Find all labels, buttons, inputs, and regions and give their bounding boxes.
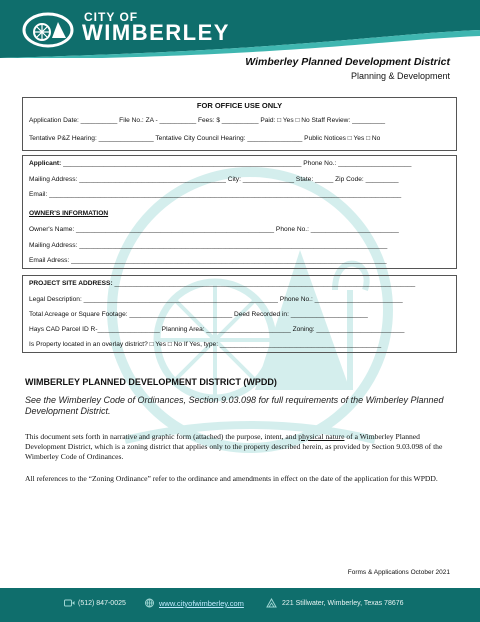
footer-address: 221 Stillwater, Wimberley, Texas 78676 [282, 600, 404, 607]
physical-nature-link[interactable]: physical nature [298, 432, 345, 441]
document-title: Wimberley Planned Development District [245, 56, 450, 68]
phone-icon [64, 598, 75, 608]
site-address-label: PROJECT SITE ADDRESS: [29, 280, 113, 287]
owner-email-line[interactable]: Email Adress: ______________________________________________________________________________________ [29, 257, 387, 264]
zoning-ordinance-paragraph: All references to the “Zoning Ordinance” refer to the ordinance and amendments in effect on the date of the application for this WPDD. [25, 474, 438, 483]
office-line-hearings[interactable]: Tentative P&Z Hearing: _______________ Tentative City Council Hearing: _______________ Public Notices □ Yes □ No [29, 135, 381, 142]
city-logo-icon [22, 8, 74, 48]
footer-phone: (512) 847-0025 [78, 600, 126, 607]
revision-note: Forms & Applications October 2021 [347, 569, 450, 576]
purpose-text-b: of a Wimberley Planned Development District, which is a zoning district that applies only to the property described herein, as provided by Section 9.03.098 of the Wimberley Code of Ordinances. [25, 432, 443, 461]
applicant-mailing-line[interactable]: Mailing Address: ________________________________________ City: ______________ State: _____ Zip Code: _________ [29, 176, 399, 183]
brand-city-of: CITY OF [84, 10, 139, 24]
applicant-label: Applicant: [29, 160, 62, 167]
applicant-fields[interactable]: _________________________________________________________________ Phone No.: ____________________ [61, 160, 412, 167]
globe-icon [144, 598, 155, 608]
code-reference-text: See the Wimberley Code of Ordinances, Section 9.03.098 for full requirements of the Wimberley Planned Development District. [25, 395, 444, 416]
site-address-line[interactable] [29, 280, 415, 287]
location-icon [266, 598, 277, 608]
office-use-box [22, 97, 457, 151]
owner-name-line[interactable]: Owner's Name: ______________________________________________________ Phone No.: ________________________ [29, 226, 399, 233]
project-site-box [22, 275, 457, 353]
site-address-field[interactable]: __________________________________________________________________________________ [112, 280, 416, 287]
purpose-text-a: This document sets forth in narrative and graphic form (attached) the purpose, intent, and [25, 432, 299, 441]
applicant-email-line[interactable]: Email: ________________________________________________________________________________________________ [29, 191, 402, 198]
office-line-application[interactable]: Application Date: __________ File No.: ZA - __________ Fees: $ __________ Paid: □ Yes □ No Staff Review: _________ [29, 117, 386, 124]
hays-cad-line[interactable]: Hays CAD Parcel ID R-_________________ Planning Area: _______________________ Zoning: ________________________ [29, 326, 405, 333]
document-subtitle: Planning & Development [350, 71, 450, 81]
footer-website-link[interactable]: www.cityofwimberley.com [159, 599, 244, 608]
applicant-info-box [22, 155, 457, 269]
applicant-line[interactable] [29, 160, 411, 167]
owner-mailing-line[interactable]: Mailing Address: ____________________________________________________________________________________ [29, 242, 388, 249]
brand-wimberley: WIMBERLEY [82, 20, 230, 45]
overlay-district-line[interactable]: Is Property located in an overlay district? □ Yes □ No If Yes, type: ____________________________________________ [29, 341, 382, 348]
owner-info-heading: OWNER'S INFORMATION [29, 210, 109, 217]
office-use-title: FOR OFFICE USE ONLY [196, 101, 283, 110]
wpdd-heading: WIMBERLEY PLANNED DEVELOPMENT DISTRICT (WPDD) [25, 377, 277, 387]
acreage-line[interactable]: Total Acreage or Square Footage: ____________________________ Deed Recorded in: _____________________ [29, 311, 368, 318]
legal-description-line[interactable]: Legal Description: _____________________________________________________ Phone No.: ________________________ [29, 296, 403, 303]
purpose-paragraph [25, 432, 455, 462]
footer-bar [0, 588, 480, 622]
